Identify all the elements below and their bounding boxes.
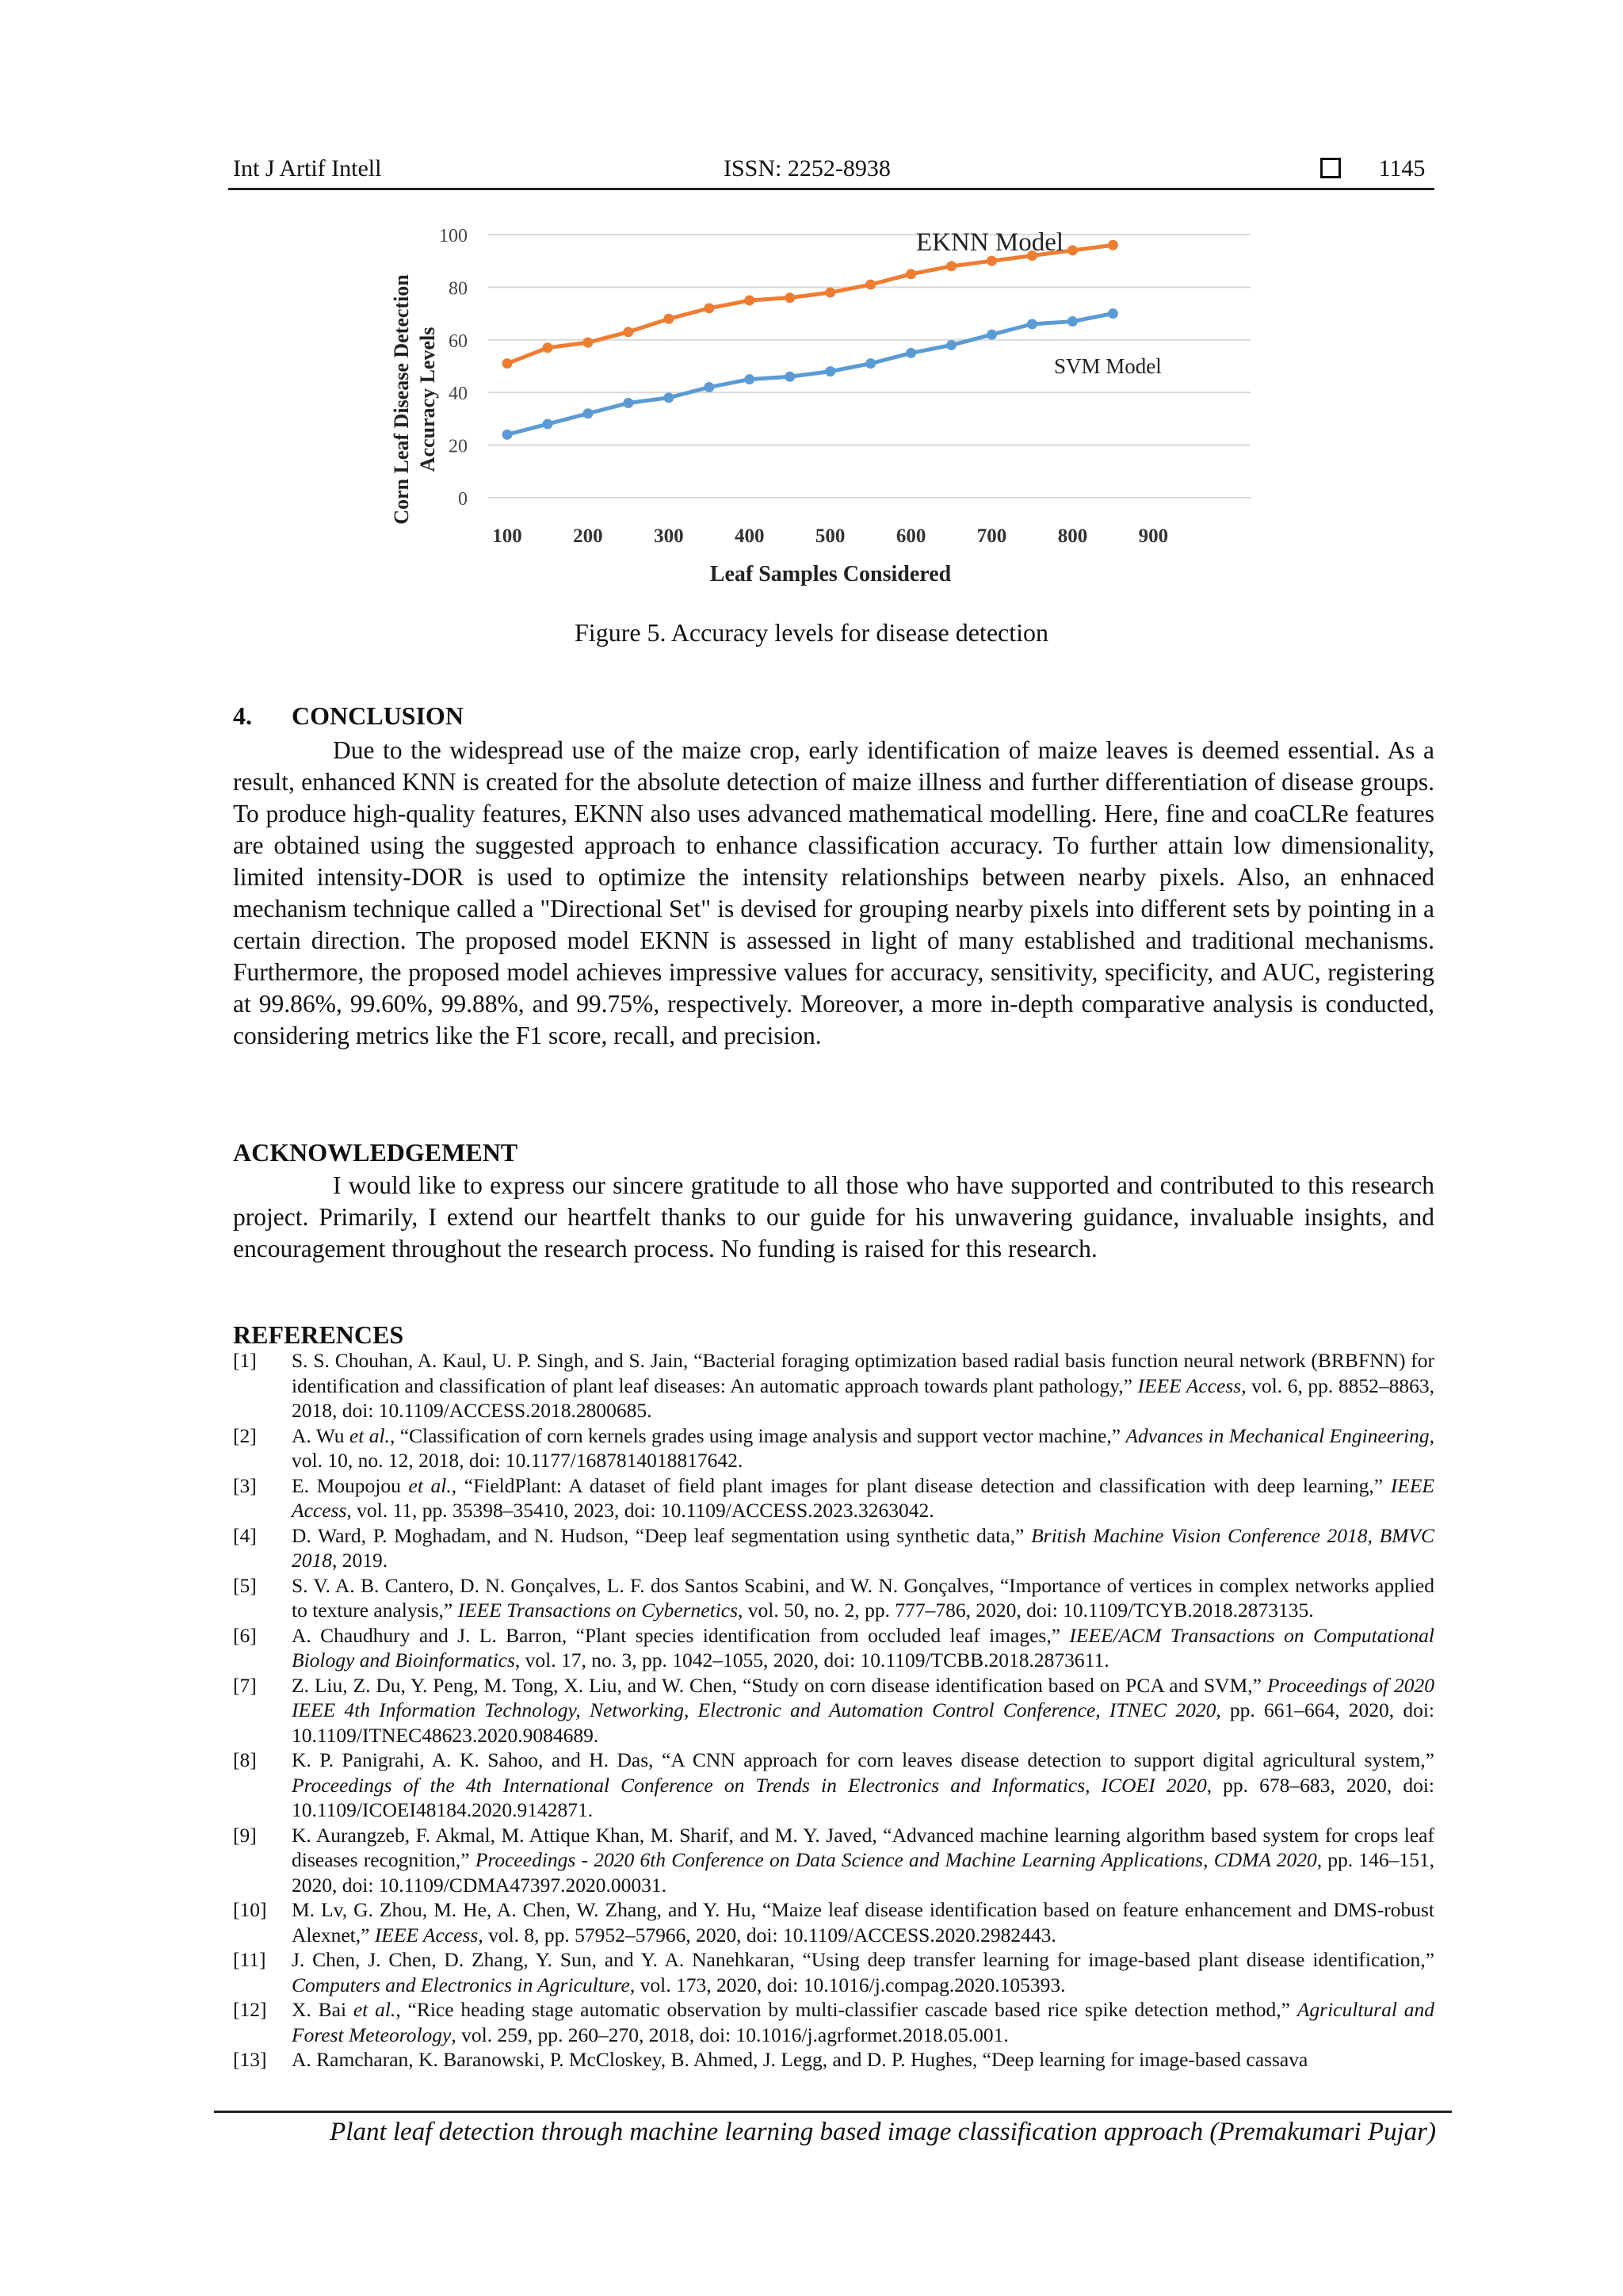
data-point-eknn: [582, 338, 593, 348]
x-tick-label: 300: [654, 525, 684, 547]
reference-item: [233, 1473, 1434, 1523]
y-tick-label: 80: [449, 278, 468, 300]
reference-number: [13]: [233, 2048, 267, 2071]
data-point-eknn: [704, 303, 714, 313]
reference-italic: Proceedings of the 4th International Conference on Trends in Electronics and Informatics, ICOEI 2020: [292, 1773, 1207, 1797]
series-line-svm: [507, 314, 1113, 435]
data-point-eknn: [1108, 240, 1118, 250]
x-axis-label: Leaf Samples Considered: [709, 562, 952, 586]
conclusion-paragraph: Due to the widespread use of the maize crop, early identification of maize leaves is deemed essential. As a result, enhanced KNN is created for the absolute detection of maize illness and further differentiation of disease groups. To produce high-quality features, EKNN also uses advanced mathematical modelling. Here, fine and coaCLRe features are obtained using the suggested approach to enhance classification accuracy. To further attain low dimensionality, limited intensity-DOR is used to optimize the intensity relationships between nearby pixels. Also, an enhnaced mechanism technique called a "Directional Set" is devised for grouping nearby pixels into different sets by pointing in a certain direction. The proposed model EKNN is assessed in light of many established and traditional mechanisms. Furthermore, the proposed model achieves impressive values for accuracy, sensitivity, specificity, and AUC, registering at 99.86%, 99.60%, 99.88%, and 99.75%, respectively. Moreover, a more in-depth comparative analysis is conducted, considering metrics like the F1 score, recall, and precision.: [233, 736, 1434, 1049]
reference-italic: IEEE Transactions on Cybernetics: [457, 1599, 739, 1622]
reference-segment: , vol. 6, pp. 8852–8863, 2018, doi: 10.1109/ACCESS.2018.2800685.: [292, 1373, 1435, 1422]
reference-segment: , vol. 11, pp. 35398–35410, 2023, doi: 10.1109/ACCESS.2023.3263042.: [346, 1499, 934, 1522]
data-point-eknn: [865, 280, 876, 290]
data-point-eknn: [542, 342, 552, 353]
reference-text: [292, 1823, 1434, 1898]
reference-italic: Proceedings - 2020 6th Conference on Data Science and Machine Learning Applications, CDMA 2020: [475, 1848, 1317, 1871]
reference-item: [233, 1897, 1434, 1947]
series-label-svm: SVM Model: [1054, 354, 1162, 378]
reference-text: [292, 1623, 1434, 1673]
running-footer: Plant leaf detection through machine learning based image classification approach (Premakumari Pujar): [330, 2118, 1436, 2146]
reference-number: [1]: [233, 1349, 257, 1372]
data-point-eknn: [987, 256, 997, 266]
reference-segment: , pp. 146–151, 2020, doi: 10.1109/CDMA47397.2020.00031.: [292, 1848, 1435, 1897]
data-point-svm: [987, 330, 997, 340]
issn: ISSN: 2252-8938: [724, 155, 891, 181]
reference-number: [4]: [233, 1523, 257, 1547]
x-tick-label: 800: [1057, 525, 1088, 547]
header-rule: [228, 188, 1434, 190]
x-tick-label: 500: [815, 525, 846, 547]
data-point-svm: [1067, 316, 1078, 327]
references-list: [233, 1348, 1434, 2073]
reference-number: [11]: [233, 1948, 266, 1971]
reference-number: [3]: [233, 1473, 257, 1497]
reference-number: [12]: [233, 1998, 267, 2021]
reference-italic: Computers and Electronics in Agriculture: [292, 1973, 630, 1996]
reference-segment: , pp. 678–683, 2020, doi: 10.1109/ICOEI48184.2020.9142871.: [292, 1773, 1435, 1821]
reference-segment: A. Ramcharan, K. Baranowski, P. McCloskey, B. Ahmed, J. Legg, and D. P. Hughes, “Deep learning for image-based cassava: [292, 2048, 1308, 2071]
reference-segment: , “FieldPlant: A dataset of field plant images for plant disease detection and classification with deep learning,”: [451, 1473, 1391, 1497]
data-point-svm: [502, 430, 513, 440]
reference-italic: et al.: [408, 1473, 452, 1497]
reference-segment: M. Lv, G. Zhou, M. He, A. Chen, W. Zhang, and Y. Hu, “Maize leaf disease identification based on feature enhancement and DMS-robust Alexnet,”: [292, 1898, 1434, 1946]
data-point-svm: [663, 392, 674, 403]
accuracy-line-chart: [372, 212, 1292, 593]
data-point-eknn: [946, 261, 957, 271]
y-axis-label-line2: Accuracy Levels: [416, 327, 439, 472]
reference-segment: S. S. Chouhan, A. Kaul, U. P. Singh, and S. Jain, “Bacterial foraging optimization based radial basis function neural network (BRBFNN) for identification and classification of plant leaf diseases: An automatic approach towards plant pathology,”: [292, 1349, 1434, 1397]
y-tick-label: 40: [449, 384, 468, 405]
reference-segment: E. Moupojou: [292, 1473, 409, 1497]
reference-text: [292, 1473, 1434, 1523]
data-point-eknn: [663, 314, 674, 324]
reference-segment: A. Chaudhury and J. L. Barron, “Plant species identification from occluded leaf images,”: [292, 1623, 1070, 1647]
footer-rule: [214, 2111, 1452, 2113]
data-point-svm: [623, 398, 633, 408]
data-point-eknn: [502, 358, 513, 369]
acknowledgement-body: [233, 1170, 1434, 1265]
reference-number: [10]: [233, 1898, 267, 1921]
reference-segment: J. Chen, J. Chen, D. Zhang, Y. Sun, and Y. A. Nanehkaran, “Using deep transfer learning for image-based plant disease identification,”: [292, 1948, 1434, 1971]
reference-item: [233, 1573, 1434, 1623]
x-tick-label: 100: [492, 525, 522, 547]
reference-segment: , “Rice heading stage automatic observation by multi-classifier cascade based rice spike detection method,”: [395, 1998, 1297, 2021]
reference-segment: S. V. A. B. Cantero, D. N. Gonçalves, L. F. dos Santos Scabini, and W. N. Gonçalves, “Importance of vertices in complex networks applied to texture analysis,”: [292, 1573, 1434, 1622]
reference-segment: , 2019.: [332, 1549, 388, 1572]
reference-number: [6]: [233, 1623, 257, 1647]
conclusion-heading: CONCLUSION: [292, 701, 464, 730]
data-point-svm: [1027, 319, 1037, 329]
reference-text: [292, 1423, 1434, 1473]
y-axis-label-line1: Corn Leaf Disease Detection: [390, 274, 413, 525]
conclusion-body: [233, 735, 1434, 1052]
reference-italic: IEEE Access: [1137, 1373, 1242, 1397]
x-tick-label: 900: [1138, 525, 1169, 547]
x-tick-label: 200: [573, 525, 603, 547]
data-point-svm: [906, 348, 916, 358]
reference-italic: et al.: [353, 1998, 396, 2021]
references-heading: REFERENCES: [233, 1320, 404, 1349]
data-point-svm: [946, 340, 957, 350]
reference-segment: , vol. 8, pp. 57952–57966, 2020, doi: 10.1109/ACCESS.2020.2982443.: [478, 1923, 1056, 1946]
data-point-eknn: [906, 269, 916, 279]
reference-segment: D. Ward, P. Moghadam, and N. Hudson, “Deep leaf segmentation using synthetic data,”: [292, 1523, 1032, 1547]
journal-name: Int J Artif Intell: [233, 155, 382, 181]
reference-text: [292, 1523, 1434, 1573]
checkbox-icon: [1320, 158, 1341, 178]
y-tick-label: 20: [449, 436, 468, 457]
data-point-eknn: [744, 296, 754, 306]
data-point-svm: [785, 372, 795, 382]
reference-italic: IEEE Access: [292, 1473, 1434, 1522]
reference-italic: British Machine Vision Conference 2018, BMVC 2018: [292, 1523, 1434, 1572]
data-point-svm: [865, 358, 876, 369]
y-tick-label: 60: [449, 330, 468, 352]
reference-segment: , vol. 10, no. 12, 2018, doi: 10.1177/1687814018817642.: [292, 1423, 1434, 1472]
reference-italic: Advances in Mechanical Engineering: [1125, 1423, 1430, 1447]
x-axis-ticks: [492, 525, 1168, 547]
page-number: 1145: [1378, 155, 1426, 181]
data-point-eknn: [623, 327, 633, 337]
reference-italic: et al.: [349, 1423, 390, 1447]
acknowledgement-heading: ACKNOWLEDGEMENT: [233, 1138, 518, 1167]
reference-segment: Z. Liu, Z. Du, Y. Peng, M. Tong, X. Liu, and W. Chen, “Study on corn disease identification based on PCA and SVM,”: [292, 1673, 1267, 1697]
data-point-svm: [825, 366, 835, 376]
data-point-svm: [542, 419, 552, 430]
reference-item: [233, 1748, 1434, 1823]
x-tick-label: 600: [896, 525, 926, 547]
reference-segment: , vol. 17, no. 3, pp. 1042–1055, 2020, doi: 10.1109/TCBB.2018.2873611.: [514, 1648, 1109, 1671]
reference-segment: A. Wu: [292, 1423, 349, 1447]
data-point-svm: [744, 374, 754, 384]
reference-item: [233, 1523, 1434, 1573]
reference-number: [5]: [233, 1573, 257, 1597]
reference-italic: IEEE/ACM Transactions on Computational Biology and Bioinformatics: [292, 1623, 1434, 1671]
page-number-group: [1320, 155, 1425, 182]
reference-number: [8]: [233, 1748, 257, 1771]
reference-text: [292, 1947, 1434, 1997]
reference-item: [233, 2047, 1434, 2073]
reference-italic: Agricultural and Forest Meteorology: [292, 1998, 1434, 2046]
y-tick-label: 100: [439, 226, 468, 246]
reference-number: [2]: [233, 1423, 257, 1447]
reference-italic: IEEE Access: [374, 1923, 479, 1946]
reference-item: [233, 1348, 1434, 1423]
reference-item: [233, 1947, 1434, 1997]
reference-text: [292, 2047, 1434, 2073]
reference-segment: , vol. 259, pp. 260–270, 2018, doi: 10.1016/j.agrformet.2018.05.001.: [451, 2023, 1009, 2046]
y-axis-ticks: [439, 226, 468, 510]
reference-segment: K. P. Panigrahi, A. K. Sahoo, and H. Das, “A CNN approach for corn leaves disease detection to support digital agricultural system,”: [292, 1748, 1434, 1771]
data-point-svm: [582, 408, 593, 418]
x-tick-label: 700: [976, 525, 1007, 547]
reference-text: [292, 1673, 1434, 1748]
reference-number: [9]: [233, 1823, 257, 1847]
reference-segment: K. Aurangzeb, F. Akmal, M. Attique Khan, M. Sharif, and M. Y. Javed, “Advanced machine learning algorithm based system for crops leaf diseases recognition,”: [292, 1823, 1434, 1871]
reference-text: [292, 1573, 1434, 1623]
reference-item: [233, 1623, 1434, 1673]
reference-item: [233, 1673, 1434, 1748]
reference-italic: Proceedings of 2020 IEEE 4th Information Technology, Networking, Electronic and Automation Control Conference, ITNEC 2020: [292, 1673, 1434, 1721]
reference-item: [233, 1823, 1434, 1898]
reference-segment: , pp. 661–664, 2020, doi: 10.1109/ITNEC48623.2020.9084689.: [292, 1698, 1435, 1747]
x-tick-label: 400: [735, 525, 765, 547]
reference-number: [7]: [233, 1673, 257, 1697]
series-line-eknn: [507, 245, 1113, 363]
acknowledgement-paragraph: I would like to express our sincere gratitude to all those who have supported and contributed to this research project. Primarily, I extend our heartfelt thanks to our guide for his unwavering guidance, invaluable insights, and encouragement throughout the research process. No funding is raised for this research.: [233, 1171, 1434, 1263]
data-point-eknn: [825, 288, 835, 298]
data-point-eknn: [785, 292, 795, 303]
reference-item: [233, 1423, 1434, 1473]
reference-text: [292, 1748, 1434, 1823]
figure-caption: Figure 5. Accuracy levels for disease detection: [575, 618, 1048, 647]
reference-segment: X. Bai: [292, 1998, 353, 2021]
reference-segment: , “Classification of corn kernels grades using image analysis and support vector machine,”: [389, 1423, 1126, 1447]
data-point-eknn: [1067, 245, 1078, 255]
reference-segment: , vol. 50, no. 2, pp. 777–786, 2020, doi: 10.1109/TCYB.2018.2873135.: [738, 1599, 1314, 1622]
data-point-svm: [1108, 308, 1118, 319]
series-label-eknn: EKNN Model: [916, 228, 1064, 257]
reference-text: [292, 1348, 1434, 1423]
reference-text: [292, 1897, 1434, 1947]
reference-text: [292, 1997, 1434, 2047]
reference-segment: , vol. 173, 2020, doi: 10.1016/j.compag.2020.105393.: [629, 1973, 1066, 1996]
reference-item: [233, 1997, 1434, 2047]
data-point-svm: [704, 382, 714, 392]
section-number: 4.: [233, 701, 252, 730]
y-tick-label: 0: [458, 489, 468, 510]
